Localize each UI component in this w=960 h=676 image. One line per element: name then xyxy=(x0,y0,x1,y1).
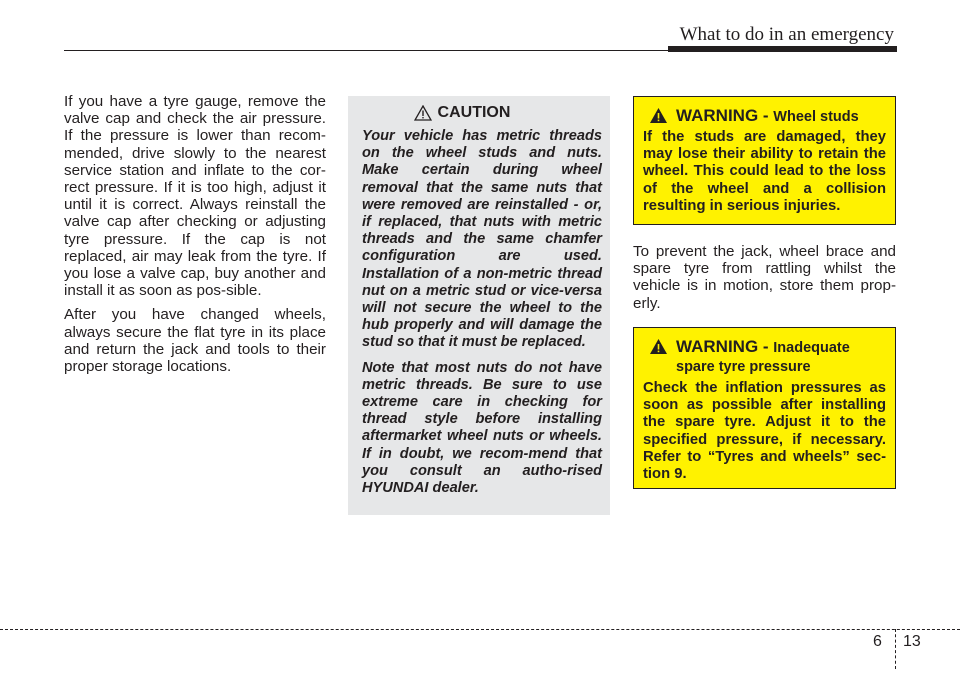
footer-rule xyxy=(0,629,960,630)
page-number: 13 xyxy=(903,633,921,650)
section-title: What to do in an emergency xyxy=(679,24,894,45)
header-rule xyxy=(64,50,668,51)
chapter-number: 6 xyxy=(873,633,882,650)
warning-title: WARNING - xyxy=(676,106,769,125)
warning-text: Check the inflation pressures as soon as possible after installing the spare tyre. Adjust it to the specified pressure, if necessary. Refer to “Tyres and wheels” sec-tion 9. xyxy=(643,380,886,483)
body-paragraph: After you have changed wheels, always secure the flat tyre in its place and return the jack and tools to their proper storage locations. xyxy=(64,306,326,376)
warning-triangle-icon xyxy=(649,338,668,355)
warning-triangle-icon xyxy=(649,107,668,124)
warning-heading xyxy=(649,337,886,377)
tyre-pressure-instructions xyxy=(64,93,326,382)
body-paragraph: If you have a tyre gauge, remove the valve cap and check the air pressure. If the pressure is lower than recom-mended, drive slowly to the nearest service station and inflate to the cor-rect pressure. If it is too high, adjust it until it is correct. Always reinstall the valve cap after checking or adjusting tyre pressure. If the cap is not replaced, air may leak from the tyre. If you lose a valve cap, buy another and install it as soon as pos-sible. xyxy=(64,93,326,300)
footer-separator xyxy=(895,629,896,669)
caution-triangle-icon xyxy=(414,105,432,121)
caution-paragraph: Note that most nuts do not have metric threads. Be sure to use extreme care in checking for thread style before installing aftermarket wheel nuts or wheels. If in doubt, we recom-mend that you consult an autho-rised HYUNDAI dealer. xyxy=(362,359,602,497)
storage-paragraph: To prevent the jack, wheel brace and spare tyre from rattling whilst the vehicle is in motion, store them prop-erly. xyxy=(633,243,896,312)
caution-title: CAUTION xyxy=(437,104,511,121)
header-rule-thick xyxy=(668,46,897,52)
warning-subtitle: Inadequate xyxy=(773,340,850,356)
caution-heading xyxy=(362,104,602,122)
warning-title: WARNING - xyxy=(676,337,769,356)
warning-subtitle: Wheel studs xyxy=(773,109,859,125)
warning-box-wheel-studs xyxy=(633,96,896,225)
warning-text: If the studs are damaged, they may lose their ability to retain the wheel. This could lead to the loss of the wheel and a collision resulting in serious injuries. xyxy=(643,129,886,214)
caution-paragraph: Your vehicle has metric threads on the wheel studs and nuts. Make certain during wheel removal that the same nuts that were removed are reinstalled - or, if replaced, that nuts with metric threads and the same chamfer configuration are used. Installation of a non-metric thread nut on a metric stud or vice-versa will not secure the wheel to the hub properly and will damage the stud so that it must be replaced. xyxy=(362,128,602,351)
warning-heading xyxy=(649,106,886,127)
caution-box xyxy=(348,96,610,515)
warning-subtitle-line2: spare tyre pressure xyxy=(676,359,811,375)
warning-box-spare-tyre xyxy=(633,327,896,489)
